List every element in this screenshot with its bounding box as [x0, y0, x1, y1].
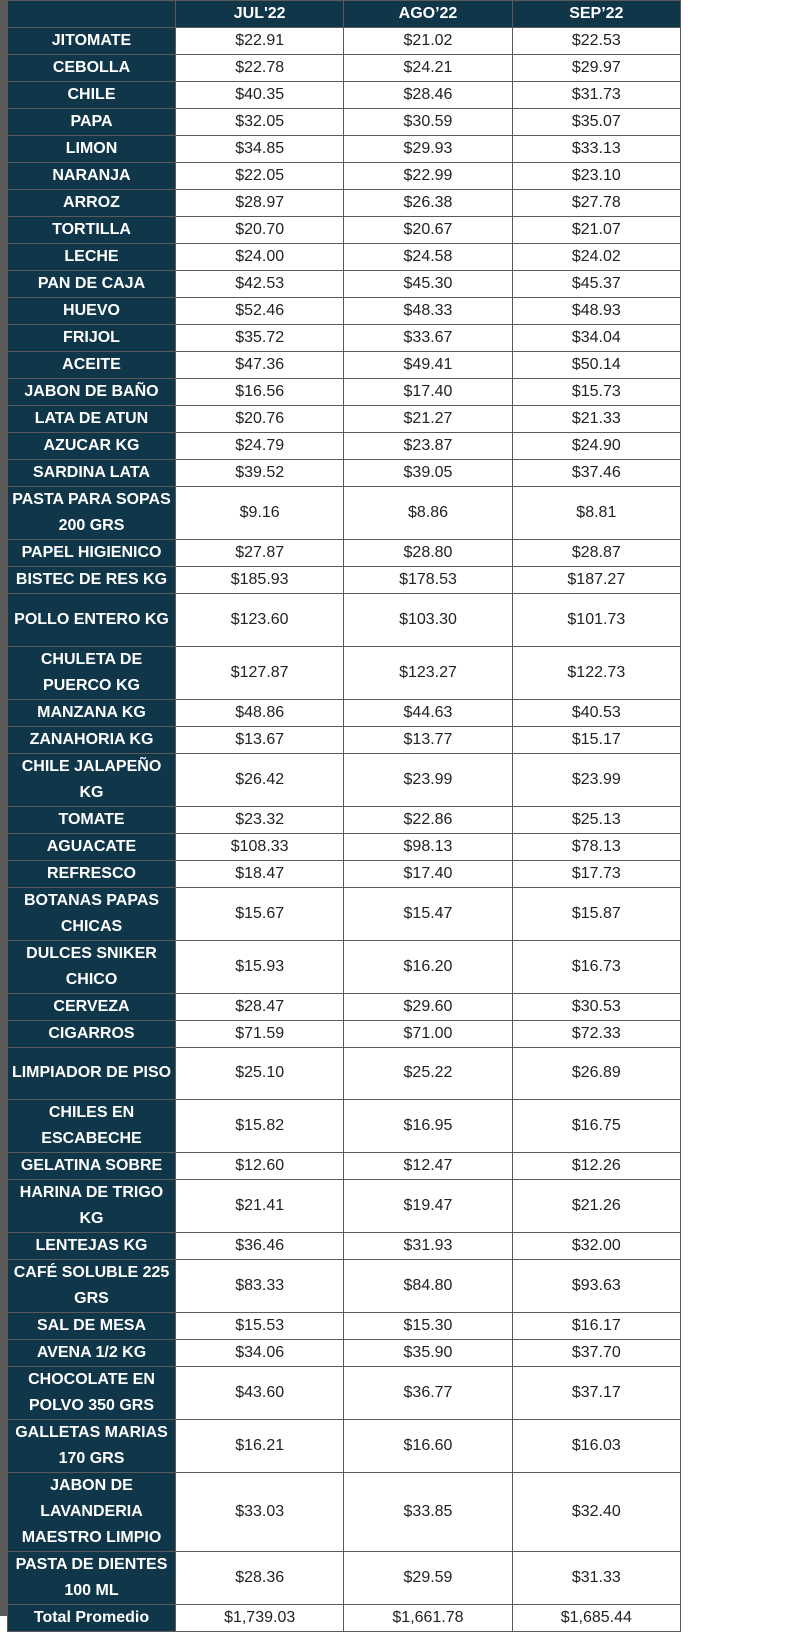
table-row — [8, 833, 681, 860]
product-name-cell: FRIJOL — [8, 325, 176, 352]
price-cell-ago: $16.60 — [344, 1420, 512, 1473]
price-cell-jul: $22.91 — [176, 28, 344, 55]
price-cell-sep: $122.73 — [512, 646, 680, 699]
price-cell-sep: $34.04 — [512, 325, 680, 352]
table-row — [8, 1340, 681, 1367]
price-cell-sep: $40.53 — [512, 699, 680, 726]
price-cell-sep: $8.81 — [512, 487, 680, 540]
price-cell-jul: $52.46 — [176, 298, 344, 325]
price-cell-sep: $33.13 — [512, 136, 680, 163]
product-name-cell: CEBOLLA — [8, 55, 176, 82]
product-name-cell: ARROZ — [8, 190, 176, 217]
product-name-cell: JABON DE LAVANDERIA MAESTRO LIMPIO — [8, 1473, 176, 1552]
table-row — [8, 109, 681, 136]
table-row — [8, 887, 681, 940]
price-cell-sep: $16.03 — [512, 1420, 680, 1473]
table-row — [8, 217, 681, 244]
price-cell-sep: $28.87 — [512, 540, 680, 567]
table-row — [8, 699, 681, 726]
product-name-cell: LIMON — [8, 136, 176, 163]
product-name-cell: PAN DE CAJA — [8, 271, 176, 298]
price-cell-sep: $16.17 — [512, 1313, 680, 1340]
price-cell-sep: $101.73 — [512, 594, 680, 647]
table-row — [8, 136, 681, 163]
header-month-sep: SEP’22 — [512, 1, 680, 28]
product-name-cell: CERVEZA — [8, 993, 176, 1020]
header-corner-cell — [8, 1, 176, 28]
price-cell-sep: $72.33 — [512, 1020, 680, 1047]
table-row — [8, 726, 681, 753]
product-name-cell: CHULETA DE PUERCO KG — [8, 646, 176, 699]
table-row — [8, 1233, 681, 1260]
table-row — [8, 271, 681, 298]
product-name-cell: CHILE JALAPEÑO KG — [8, 753, 176, 806]
price-cell-sep: $15.17 — [512, 726, 680, 753]
product-name-cell: CHILES EN ESCABECHE — [8, 1100, 176, 1153]
table-row — [8, 82, 681, 109]
header-month-ago: AGO’22 — [344, 1, 512, 28]
price-cell-jul: $15.67 — [176, 887, 344, 940]
product-name-cell: HARINA DE TRIGO KG — [8, 1180, 176, 1233]
price-cell-ago: $31.93 — [344, 1233, 512, 1260]
price-cell-ago: $20.67 — [344, 217, 512, 244]
product-name-cell: GALLETAS MARIAS 170 GRS — [8, 1420, 176, 1473]
price-cell-jul: $9.16 — [176, 487, 344, 540]
price-cell-ago: $17.40 — [344, 860, 512, 887]
total-cell-ago: $1,661.78 — [344, 1605, 512, 1632]
header-month-jul: JUL'22 — [176, 1, 344, 28]
price-cell-jul: $185.93 — [176, 567, 344, 594]
price-cell-sep: $17.73 — [512, 860, 680, 887]
price-cell-ago: $29.60 — [344, 993, 512, 1020]
price-cell-ago: $36.77 — [344, 1367, 512, 1420]
price-cell-ago: $45.30 — [344, 271, 512, 298]
price-cell-jul: $22.05 — [176, 163, 344, 190]
table-body — [8, 28, 681, 1632]
price-cell-sep: $12.26 — [512, 1153, 680, 1180]
product-name-cell: AVENA 1/2 KG — [8, 1340, 176, 1367]
price-cell-jul: $15.93 — [176, 940, 344, 993]
price-cell-jul: $83.33 — [176, 1260, 344, 1313]
price-cell-ago: $16.20 — [344, 940, 512, 993]
price-cell-sep: $30.53 — [512, 993, 680, 1020]
product-name-cell: TOMATE — [8, 806, 176, 833]
price-cell-sep: $48.93 — [512, 298, 680, 325]
product-name-cell: CAFÉ SOLUBLE 225 GRS — [8, 1260, 176, 1313]
price-cell-ago: $103.30 — [344, 594, 512, 647]
total-row — [8, 1605, 681, 1632]
product-name-cell: SAL DE MESA — [8, 1313, 176, 1340]
price-cell-jul: $108.33 — [176, 833, 344, 860]
price-cell-sep: $24.02 — [512, 244, 680, 271]
product-name-cell: TORTILLA — [8, 217, 176, 244]
price-cell-sep: $93.63 — [512, 1260, 680, 1313]
table-row — [8, 1313, 681, 1340]
product-name-cell: DULCES SNIKER CHICO — [8, 940, 176, 993]
price-cell-jul: $32.05 — [176, 109, 344, 136]
table-row — [8, 1180, 681, 1233]
price-cell-ago: $22.99 — [344, 163, 512, 190]
price-cell-jul: $24.79 — [176, 433, 344, 460]
table-header — [8, 1, 681, 28]
table-row — [8, 540, 681, 567]
price-cell-jul: $24.00 — [176, 244, 344, 271]
price-cell-jul: $28.97 — [176, 190, 344, 217]
product-name-cell: MANZANA KG — [8, 699, 176, 726]
total-label-cell: Total Promedio — [8, 1605, 176, 1632]
price-cell-jul: $27.87 — [176, 540, 344, 567]
table-row — [8, 1153, 681, 1180]
product-name-cell: CIGARROS — [8, 1020, 176, 1047]
price-cell-jul: $15.82 — [176, 1100, 344, 1153]
price-cell-jul: $71.59 — [176, 1020, 344, 1047]
price-cell-sep: $16.73 — [512, 940, 680, 993]
product-name-cell: LIMPIADOR DE PISO — [8, 1047, 176, 1100]
price-cell-ago: $24.58 — [344, 244, 512, 271]
price-cell-ago: $17.40 — [344, 379, 512, 406]
price-cell-sep: $23.99 — [512, 753, 680, 806]
price-cell-ago: $178.53 — [344, 567, 512, 594]
product-name-cell: JITOMATE — [8, 28, 176, 55]
table-row — [8, 460, 681, 487]
price-cell-jul: $16.21 — [176, 1420, 344, 1473]
price-cell-jul: $23.32 — [176, 806, 344, 833]
table-row — [8, 1420, 681, 1473]
price-cell-jul: $21.41 — [176, 1180, 344, 1233]
price-cell-sep: $32.40 — [512, 1473, 680, 1552]
table-row — [8, 753, 681, 806]
price-cell-ago: $16.95 — [344, 1100, 512, 1153]
price-cell-jul: $13.67 — [176, 726, 344, 753]
price-cell-jul: $34.85 — [176, 136, 344, 163]
price-cell-ago: $15.30 — [344, 1313, 512, 1340]
price-cell-sep: $45.37 — [512, 271, 680, 298]
product-name-cell: LENTEJAS KG — [8, 1233, 176, 1260]
price-cell-jul: $28.47 — [176, 993, 344, 1020]
table-row — [8, 567, 681, 594]
price-table — [7, 0, 681, 1632]
price-cell-sep: $31.33 — [512, 1552, 680, 1605]
price-cell-sep: $32.00 — [512, 1233, 680, 1260]
product-name-cell: HUEVO — [8, 298, 176, 325]
price-cell-jul: $43.60 — [176, 1367, 344, 1420]
table-row — [8, 487, 681, 540]
price-cell-ago: $71.00 — [344, 1020, 512, 1047]
table-row — [8, 55, 681, 82]
price-cell-ago: $30.59 — [344, 109, 512, 136]
product-name-cell: PAPEL HIGIENICO — [8, 540, 176, 567]
product-name-cell: GELATINA SOBRE — [8, 1153, 176, 1180]
price-cell-jul: $123.60 — [176, 594, 344, 647]
product-name-cell: LATA DE ATUN — [8, 406, 176, 433]
price-cell-ago: $33.85 — [344, 1473, 512, 1552]
price-cell-jul: $36.46 — [176, 1233, 344, 1260]
price-cell-sep: $27.78 — [512, 190, 680, 217]
price-cell-ago: $24.21 — [344, 55, 512, 82]
price-cell-ago: $26.38 — [344, 190, 512, 217]
table-row — [8, 1552, 681, 1605]
price-cell-sep: $31.73 — [512, 82, 680, 109]
price-cell-jul: $22.78 — [176, 55, 344, 82]
price-cell-jul: $20.70 — [176, 217, 344, 244]
price-cell-sep: $78.13 — [512, 833, 680, 860]
price-cell-jul: $12.60 — [176, 1153, 344, 1180]
price-cell-sep: $26.89 — [512, 1047, 680, 1100]
table-row — [8, 244, 681, 271]
price-cell-ago: $39.05 — [344, 460, 512, 487]
price-cell-ago: $12.47 — [344, 1153, 512, 1180]
price-cell-sep: $187.27 — [512, 567, 680, 594]
price-cell-ago: $25.22 — [344, 1047, 512, 1100]
price-cell-jul: $28.36 — [176, 1552, 344, 1605]
price-cell-jul: $20.76 — [176, 406, 344, 433]
price-cell-jul: $40.35 — [176, 82, 344, 109]
price-cell-sep: $21.26 — [512, 1180, 680, 1233]
total-cell-sep: $1,685.44 — [512, 1605, 680, 1632]
product-name-cell: PASTA PARA SOPAS 200 GRS — [8, 487, 176, 540]
table-row — [8, 1020, 681, 1047]
price-cell-sep: $29.97 — [512, 55, 680, 82]
price-cell-ago: $33.67 — [344, 325, 512, 352]
table-row — [8, 28, 681, 55]
product-name-cell: LECHE — [8, 244, 176, 271]
price-cell-ago: $23.99 — [344, 753, 512, 806]
price-cell-ago: $98.13 — [344, 833, 512, 860]
price-cell-jul: $16.56 — [176, 379, 344, 406]
total-cell-jul: $1,739.03 — [176, 1605, 344, 1632]
price-cell-sep: $21.33 — [512, 406, 680, 433]
price-cell-ago: $28.46 — [344, 82, 512, 109]
price-cell-jul: $127.87 — [176, 646, 344, 699]
price-cell-sep: $25.13 — [512, 806, 680, 833]
table-row — [8, 352, 681, 379]
price-cell-sep: $15.73 — [512, 379, 680, 406]
price-cell-sep: $37.70 — [512, 1340, 680, 1367]
price-cell-ago: $28.80 — [344, 540, 512, 567]
price-cell-ago: $29.93 — [344, 136, 512, 163]
price-cell-ago: $8.86 — [344, 487, 512, 540]
price-cell-sep: $37.17 — [512, 1367, 680, 1420]
table-row — [8, 1100, 681, 1153]
price-cell-sep: $37.46 — [512, 460, 680, 487]
product-name-cell: AZUCAR KG — [8, 433, 176, 460]
price-cell-sep: $22.53 — [512, 28, 680, 55]
product-name-cell: BOTANAS PAPAS CHICAS — [8, 887, 176, 940]
product-name-cell: NARANJA — [8, 163, 176, 190]
price-cell-sep: $35.07 — [512, 109, 680, 136]
table-row — [8, 806, 681, 833]
product-name-cell: PAPA — [8, 109, 176, 136]
price-cell-ago: $21.27 — [344, 406, 512, 433]
product-name-cell: ACEITE — [8, 352, 176, 379]
table-row — [8, 1473, 681, 1552]
table-row — [8, 163, 681, 190]
table-row — [8, 379, 681, 406]
price-cell-ago: $22.86 — [344, 806, 512, 833]
price-cell-jul: $34.06 — [176, 1340, 344, 1367]
price-cell-ago: $35.90 — [344, 1340, 512, 1367]
price-cell-ago: $123.27 — [344, 646, 512, 699]
price-cell-sep: $50.14 — [512, 352, 680, 379]
table-row — [8, 325, 681, 352]
product-name-cell: REFRESCO — [8, 860, 176, 887]
product-name-cell: CHILE — [8, 82, 176, 109]
price-cell-ago: $13.77 — [344, 726, 512, 753]
table-row — [8, 1260, 681, 1313]
product-name-cell: POLLO ENTERO KG — [8, 594, 176, 647]
table-row — [8, 298, 681, 325]
price-cell-ago: $19.47 — [344, 1180, 512, 1233]
price-cell-sep: $21.07 — [512, 217, 680, 244]
price-cell-ago: $23.87 — [344, 433, 512, 460]
price-cell-ago: $44.63 — [344, 699, 512, 726]
price-cell-sep: $16.75 — [512, 1100, 680, 1153]
table-row — [8, 594, 681, 647]
product-name-cell: AGUACATE — [8, 833, 176, 860]
price-cell-sep: $23.10 — [512, 163, 680, 190]
price-cell-ago: $84.80 — [344, 1260, 512, 1313]
price-cell-ago: $29.59 — [344, 1552, 512, 1605]
price-cell-sep: $24.90 — [512, 433, 680, 460]
table-row — [8, 406, 681, 433]
price-cell-jul: $35.72 — [176, 325, 344, 352]
table-row — [8, 940, 681, 993]
price-cell-ago: $48.33 — [344, 298, 512, 325]
price-cell-ago: $49.41 — [344, 352, 512, 379]
table-row — [8, 860, 681, 887]
table-row — [8, 190, 681, 217]
header-row — [8, 1, 681, 28]
price-cell-jul: $33.03 — [176, 1473, 344, 1552]
table-row — [8, 993, 681, 1020]
product-name-cell: PASTA DE DIENTES 100 ML — [8, 1552, 176, 1605]
price-cell-jul: $26.42 — [176, 753, 344, 806]
price-cell-jul: $47.36 — [176, 352, 344, 379]
product-name-cell: SARDINA LATA — [8, 460, 176, 487]
price-cell-jul: $48.86 — [176, 699, 344, 726]
price-cell-ago: $21.02 — [344, 28, 512, 55]
price-cell-jul: $42.53 — [176, 271, 344, 298]
price-cell-sep: $15.87 — [512, 887, 680, 940]
table-row — [8, 1047, 681, 1100]
table-row — [8, 433, 681, 460]
price-cell-jul: $39.52 — [176, 460, 344, 487]
price-cell-ago: $15.47 — [344, 887, 512, 940]
product-name-cell: JABON DE BAÑO — [8, 379, 176, 406]
product-name-cell: CHOCOLATE EN POLVO 350 GRS — [8, 1367, 176, 1420]
table-row — [8, 646, 681, 699]
price-cell-jul: $15.53 — [176, 1313, 344, 1340]
product-name-cell: BISTEC DE RES KG — [8, 567, 176, 594]
price-cell-jul: $18.47 — [176, 860, 344, 887]
price-cell-jul: $25.10 — [176, 1047, 344, 1100]
product-name-cell: ZANAHORIA KG — [8, 726, 176, 753]
table-row — [8, 1367, 681, 1420]
